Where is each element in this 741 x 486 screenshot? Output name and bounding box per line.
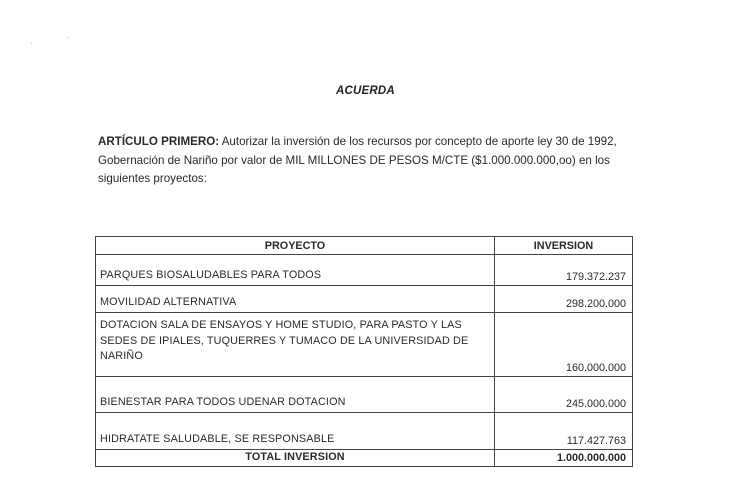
- investment-table: [95, 236, 633, 467]
- project-amount: 298.200.000: [495, 286, 633, 313]
- project-amount: 179.372.237: [495, 255, 633, 286]
- section-heading: ACUERDA: [336, 85, 395, 97]
- total-label: TOTAL INVERSION: [96, 450, 495, 467]
- table-header-row: [96, 237, 633, 255]
- table-row: [96, 255, 633, 286]
- scan-speck: ˋ: [30, 42, 33, 51]
- table-row: [96, 313, 633, 377]
- table-row: [96, 377, 633, 413]
- project-name: MOVILIDAD ALTERNATIVA: [96, 286, 495, 313]
- project-name: BIENESTAR PARA TODOS UDENAR DOTACION: [96, 377, 495, 413]
- article-paragraph: [98, 133, 643, 189]
- project-name: DOTACION SALA DE ENSAYOS Y HOME STUDIO, PARA PASTO Y LAS SEDES DE IPIALES, TUQUERRES Y TUMACO DE LA UNIVERSIDAD DE NARIÑO: [96, 313, 495, 377]
- project-name: PARQUES BIOSALUDABLES PARA TODOS: [96, 255, 495, 286]
- header-inversion: INVERSION: [495, 237, 633, 255]
- article-text: Autorizar la inversión de los recursos por concepto de aporte ley 30 de 1992, Gobernación de Nariño por valor de MIL MILLONES DE PESOS M/CTE ($1.000.000.000,oo) en los siguientes proyectos:: [98, 135, 617, 185]
- article-lead: ARTÍCULO PRIMERO:: [98, 135, 220, 148]
- total-amount: 1.000.000.000: [495, 450, 633, 467]
- header-proyecto: PROYECTO: [96, 237, 495, 255]
- table-row: [96, 286, 633, 313]
- project-amount: 117.427.763: [495, 413, 633, 450]
- project-name: HIDRATATE SALUDABLE, SE RESPONSABLE: [96, 413, 495, 450]
- table-row: [96, 413, 633, 450]
- scan-speck: ·: [66, 33, 69, 42]
- project-amount: 245.000.000: [495, 377, 633, 413]
- project-amount: 160.000.000: [495, 313, 633, 377]
- total-row: [96, 450, 633, 467]
